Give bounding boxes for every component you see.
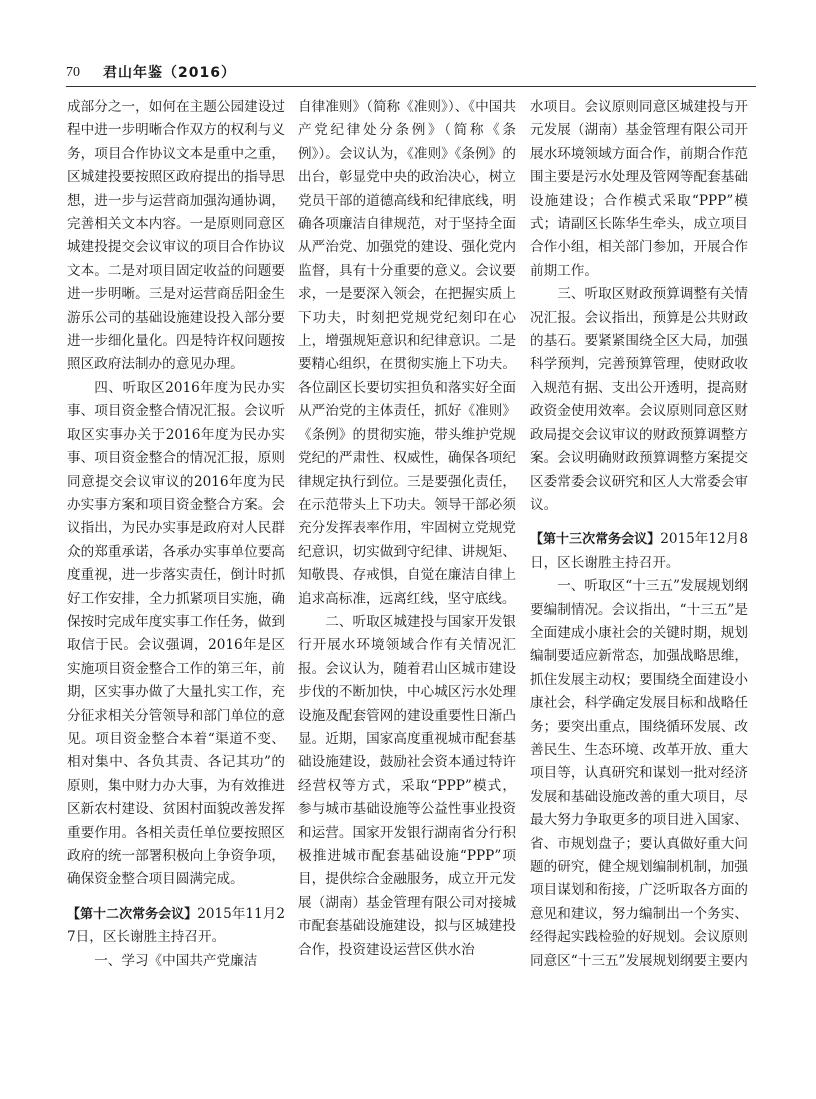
text-column-3 [530, 96, 748, 973]
paragraph: 四、听取区2016年度为民办实事、项目资金整合情况汇报。会议听取区实事办关于2016年度为民办实事、项目资金整合的情况汇报，原则同意提交会议审议的2016年度为民办实事方案和项目资金整合方案。会议指出，为民办实事是政府对人民群众的郑重承诺，各承办实事单位要高度重视，进一步落实责任，倒计时抓好工作安排，全力抓紧项目实施，确保按时完成年度实事工作任务，做到取信于民。会议强调，2016年是区实施项目资金整合工作的第三年，前期，区实事办做了大量扎实工作，充分征求相关分管领导和部门单位的意见。项目资金整合本着“渠道不变、相对集中、各负其责、各记其功”的原则，集中财力办大事，为有效推进区新农村建设、贫困村面貌改善发挥重要作用。各相关责任单位要按照区政府的统一部署积极向上争资争项，确保资金整合项目圆满完成。 [67, 379, 285, 888]
paragraph: 成部分之一，如何在主题公园建设过程中进一步明晰合作双方的权利与义务，项目合作协议文本是重中之重，区城建投要按照区政府提出的指导思想，进一步与运营商加强沟通协调，完善相关文本内容。一是原则同意区城建投提交会议审议的项目合作协议文本。二是对项目固定收益的问题要进一步明晰。三是对运营商岳阳金生游乐公司的基础设施建设投入部分要进一步细化量化。四是特许权问题按照区政府法制办的意见办理。 [67, 99, 285, 373]
paragraph: 一、听取区“十三五”发展规划纲要编制情况。会议指出，“十三五”是全面建成小康社会的关键时期，规划编制要适应新常态，加强战略思维，抓住发展主动权；要围绕全面建设小康社会，科学确定发展目标和战略任务；要突出重点，围绕循环发展、改善民生、生态环境、改革开放、重大项目等，认真研究和谋划一批对经济发展和基础设施改善的重大项目，尽最大努力争取更多的项目进入国家、省、市规划盘子；要认真做好重大问题的研究，健全规划编制机制，加强项目谋划和衔接，广泛听取各方面的意见和建议，努力编制出一个务实、经得起实践检验的好规划。会议原则同意区“十三五”发展规划纲要主要内 [530, 578, 748, 969]
meeting-date: 2015年11月27日，区长谢胜主持召开。 [67, 905, 285, 946]
paragraph: 自律准则》（简称《准则》）、《中国共产党纪律处分条例》（简称《条例》）。会议认为，《准则》《条例》的出台，彰显党中央的政治决心，树立党员干部的道德高线和纪律底线，明确各项廉洁自律规范，对于坚持全面从严治党、加强党的建设、强化党内监督，具有十分重要的意义。会议要求，一是要深入领会，在把握实质上下功夫，时刻把党规党纪刻印在心上，增强规矩意识和纪律意识。二是要精心组织，在贯彻实施上下功夫。各位副区长要切实担负和落实好全面从严治党的主体责任，抓好《准则》《条例》的贯彻实施，带头维护党规党纪的严肃性、权威性，确保各项纪律规定执行到位。三是要强化责任，在示范带头上下功夫。领导干部必须充分发挥表率作用，牢固树立党规党纪意识，切实做到守纪律、讲规矩、知敬畏、存戒惧，自觉在廉洁自律上追求高标准，远离红线，坚守底线。 [298, 99, 516, 607]
meeting-heading: 【第十二次常务会议】 [67, 906, 198, 922]
paragraph: 水项目。会议原则同意区城建投与开元发展（湖南）基金管理有限公司开展水环境领域方面合作，前期合作范围主要是污水处理及管网等配套基础设施建设；合作模式采取“PPP”模式；请副区长陈华生牵头，成立项目合作小组，相关部门参加，开展合作前期工作。 [530, 99, 748, 279]
text-column-1 [67, 96, 285, 973]
meeting-date: 2015年12月8日，区长谢胜主持召开。 [530, 531, 748, 571]
running-header [66, 61, 756, 85]
page-number: 70 [66, 65, 80, 80]
text-column-2 [298, 96, 516, 962]
paragraph: 三、听取区财政预算调整有关情况汇报。会议指出，预算是公共财政的基石。要紧紧围绕全区大局，加强科学预判，完善预算管理，使财政收入规范有据、支出公开透明，提高财政资金使用效率。会议原则同意区财政局提交会议审议的财政预算调整方案。会议明确财政预算调整方案提交区委常委会议研究和区人大常委会审议。 [530, 286, 748, 513]
header-rule [66, 86, 756, 87]
book-title: 君山年鉴（2016） [103, 65, 236, 81]
paragraph: 一、学习《中国共产党廉洁 [94, 952, 258, 969]
meeting-entry [67, 903, 285, 950]
meeting-entry [530, 528, 748, 575]
meeting-heading: 【第十三次常务会议】 [530, 532, 661, 548]
paragraph: 二、听取区城建投与国家开发银行开展水环境领域合作有关情况汇报。会议认为，随着君山区城市建设步伐的不断加快，中心城区污水处理设施及配套管网的建设重要性日渐凸显。近期，国家高度重视城市配套基础设施建设，鼓励社会资本通过特许经营权等方式，采取“PPP”模式，参与城市基础设施等公益性事业投资和运营。国家开发银行湖南省分行积极推进城市配套基础设施“PPP”项目，提供综合金融服务，成立开元发展（湖南）基金管理有限公司对接城市配套基础设施建设，拟与区城建投合作，投资建设运营区供水治 [298, 613, 516, 958]
